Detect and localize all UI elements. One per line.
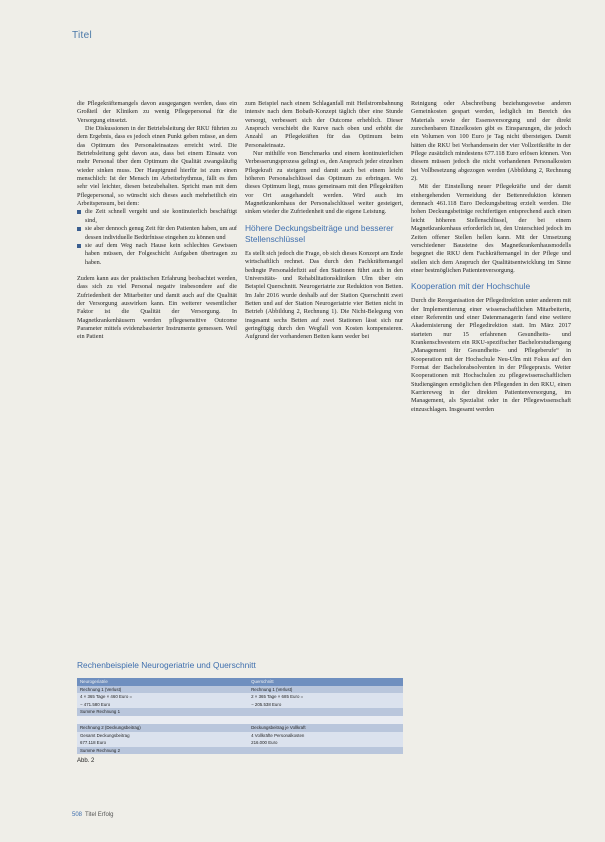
subheading: Kooperation mit der Hochschule: [411, 281, 531, 292]
table-cell: 4 × 365 Tage × 460 Euro =: [77, 693, 248, 701]
table-row: [77, 747, 403, 755]
paragraph: Mit der Einstellung neuer Pflegekräfte und der damit einhergehenden Vermeidung der Bettenreduktion können demnach 461.118 Euro Deckungsbeitrag erzielt werden. Die hohen Deckungsbeiträge rechtfertigen entsprechend auch einen leicht höheren Stellenschlüssel, der bei einem Magnetkrankenhaus erforderlich ist, den Unterschied jedoch im Zeiten offener Stellen hellen kann. Mit der Umsetzung verschiedener Bausteine des Magnetkrankenhausmodells begegnet die RKU dem Fachkräftemangel in der Pflege und stellen sich dem Anspruch der Qualitätsentwicklung im Sinne einer bestmöglichen Patientenversorgung.: [411, 183, 571, 274]
table-cell: Rechnung 1 (Verlust): [248, 686, 403, 694]
table-row: [77, 739, 403, 747]
table-cell: Summe Rechnung 2: [77, 747, 248, 755]
table-cell: Summe Rechnung 1: [77, 708, 248, 716]
table-row: [77, 686, 403, 694]
table-cell: Deckungsbeitrag je Vollkraft: [248, 724, 403, 732]
paragraph: die Pflegekräftemangels davon ausgegangen werden, dass ein Großteil der Kliniken zu wenig Pflegepersonal für die Versorgung einsetzt.: [77, 100, 237, 124]
table-cell: Rechnung 1 (Verlust): [77, 686, 248, 694]
paragraph: Reinigung oder Abschreibung beziehungsweise anderen Gemeinkosten gespart werden, lediglich im Bereich des Materials sowie der Essensversorgung und der direkt zurechenbaren Einzelkosten gibt es Einsparungen, die jedoch ein Volumen von 100 Euro je Tag nicht übersteigen. Damit hätten die RKU bei Vorhandensein der vier Vollzeitkräfte in der Pflege zusätzlich mindestens 677.118 Euro erlösen können. Von diesem müssen jedoch die nicht vorhandenen Personalkosten bei Vollbesetzung abgezogen werden (Abbildung 2, Rechnung 2).: [411, 100, 571, 183]
table-cell: − 471.580 Euro: [77, 701, 248, 709]
bullet-item: sie aber dennoch genug Zeit für den Patienten haben, um auf dessen individuelle Bedürfnisse eingehen zu können und: [77, 225, 237, 242]
paragraph: Es stellt sich jedoch die Frage, ob sich dieses Konzept am Ende wirtschaftlich rechnet. Das durch den Fachkräftemangel bedingte Personaldefizit auf den Stationen führt auch in den Universitäts- und Rehabilitationskliniken Ulm über ein Beispiel Querschnitt. Neurogeriatrie zur Reduktion von Betten. Im Jahr 2016 wurde deshalb auf der Station Querschnitt zwei Betten und auf der Station Neurogeriatrie vier Betten nicht in Betrieb (Abbildung 2, Rechnung 1). Die Nicht-Belegung von insgesamt sechs Betten auf zwei Stationen lässt sich nur geringfügig durch den Wegfall von Kosten kompensieren. Aufgrund der vorhandenen Betten kann weder bei: [245, 249, 403, 341]
table-cell: Rechnung 2 (Deckungsbeitrag): [77, 724, 248, 732]
table-header-row: [77, 678, 403, 686]
paragraph: Nur mithilfe von Benchmarks und einem kontinuierlichen Verbesserungsprozess gelingt es, den Anspruch jeder einzelnen Pflegekraft zu steigern und damit auch bei einem leicht höheren Personalschlüssel das Optimum zu erbringen. Wo dieses Optimum liegt, muss gemeinsam mit den Pflegekräften vor Ort ausgehandelt werden. Wird auch im Magnetkrankenhaus der Personalschlüssel weiter gesteigert, sinken wieder die Zufriedenheit und die eigene Leistung.: [245, 150, 403, 216]
table-row: [77, 693, 403, 701]
column-3: [411, 100, 571, 414]
box-title: Rechenbeispiele Neurogeriatrie und Querschnitt: [77, 660, 256, 670]
section-title: Titel: [72, 30, 93, 41]
subheading: Höhere Deckungsbeiträge und besserer Stellenschlüssel: [245, 222, 394, 244]
paragraph: zum Beispiel nach einem Schlaganfall mit Heilstrombahnung intensiv nach dem Bobath-Konzept täglich über eine Stunde versorgt, verbessert sich der Outcome erheblich. Dieser Anspruch verschiebt die Kurve nach oben und erhöht die Anzahl an Pflegekräften für das Optimum beim Personaleinsatz.: [245, 100, 403, 149]
column-1: [77, 100, 237, 342]
table-row: [77, 724, 403, 732]
table-cell: Gesamt Deckungsbeitrag: [77, 732, 248, 740]
table-row: [77, 708, 403, 716]
magazine-name: Titel Erfolg: [85, 812, 114, 818]
paragraph: Durch die Reorganisation der Pflegedirektion unter anderem mit der Implementierung einer wissenschaftlichen Mitarbeiterin, einer Referentin und einer Datenmanagerin fand eine weitere Akademisierung der Pflegedirektion statt. Im März 2017 starteten nur 15 erfahrenen Gesundheits- und Krankenschwestern ein RKU-spezifischer Bachelorstudiengang „Management für Gesundheits- und Pflegeberufe“ in Kooperation mit der Hochschule Neu-Ulm mit Fokus auf den Format der Bachelorabsolventen in der Pflegepraxis. Weiter Kooperationen mit Hochschulen zu pflegewissenschaftlichen Studiengängen ermöglichen den Pflegenden in den RKU, einen Karriereweg in der direkten Patientenversorgung, im Management, als Spezialist oder in der Pflegewissenschaft einzuschlagen. Insgesamt werden: [411, 297, 571, 413]
bullet-item: die Zeit schnell vergeht und sie kontinuierlich beschäftigt sind,: [77, 208, 237, 225]
figure-caption: Abb. 2: [77, 758, 95, 765]
table-row: [77, 732, 403, 740]
paragraph: Die Diskussionen in der Betriebsleitung der RKU führten zu dem Ergebnis, dass es jedoch einen Punkt geben müsse, an dem das Optimum des Personaleinsatzes erreicht wird. Die Betriebsleitung geht davon aus, dass bei einem Einsatz von mehr Personal über dem Optimum die Qualität zwangsläufig wieder sinken muss. Der Hauptgrund hierfür ist zum einen menschlich: Ist der Mensch im Arbeitsrhythmus, fällt es ihm sehr viel leichter, diesen beizubehalten. Spricht man mit dem Pflegepersonal, so wünscht sich dieses auch mehrheitlich ein Arbeitspensum, bei dem:: [77, 125, 237, 208]
table-cell: 4 Vollkräfte Personalkosten: [248, 732, 403, 740]
table-spacer: [77, 716, 403, 724]
table-cell: Querschnitt: [248, 678, 403, 686]
table-cell: [248, 708, 403, 716]
bullet-item: sie auf dem Weg nach Hause kein schlechtes Gewissen haben müssen, der Folgeschicht Aufgaben übertragen zu haben.: [77, 242, 237, 267]
page-footer: [72, 812, 113, 818]
calculation-box: [77, 660, 403, 764]
table-row: [77, 701, 403, 709]
calculation-table: [77, 678, 403, 754]
table-cell: Neurogeriatrie: [77, 678, 248, 686]
table-cell: [248, 747, 403, 755]
column-2: [245, 100, 403, 342]
table-cell: 677.118 Euro: [77, 739, 248, 747]
page-number: 508: [72, 812, 83, 818]
table-cell: 2 × 365 Tage × 685 Euro =: [248, 693, 403, 701]
paragraph: Zudem kann aus der praktischen Erfahrung beobachtet werden, dass sich zu viel Personal negativ insbesondere auf die Zufriedenheit der Mitarbeiter und damit auch auf die Qualität der Versorgung auswirken kann. Ein weiterer wesentlicher Faktor ist die Qualität der Versorgung. In Magnetkrankenhäusern werden pflegesensitive Outcome Parameter mittels evidenzbasierter Instrumente gemessen. Weil ein Patient: [77, 274, 237, 341]
table-cell: − 205.538 Euro: [248, 701, 403, 709]
table-cell: 216.000 Euro: [248, 739, 403, 747]
